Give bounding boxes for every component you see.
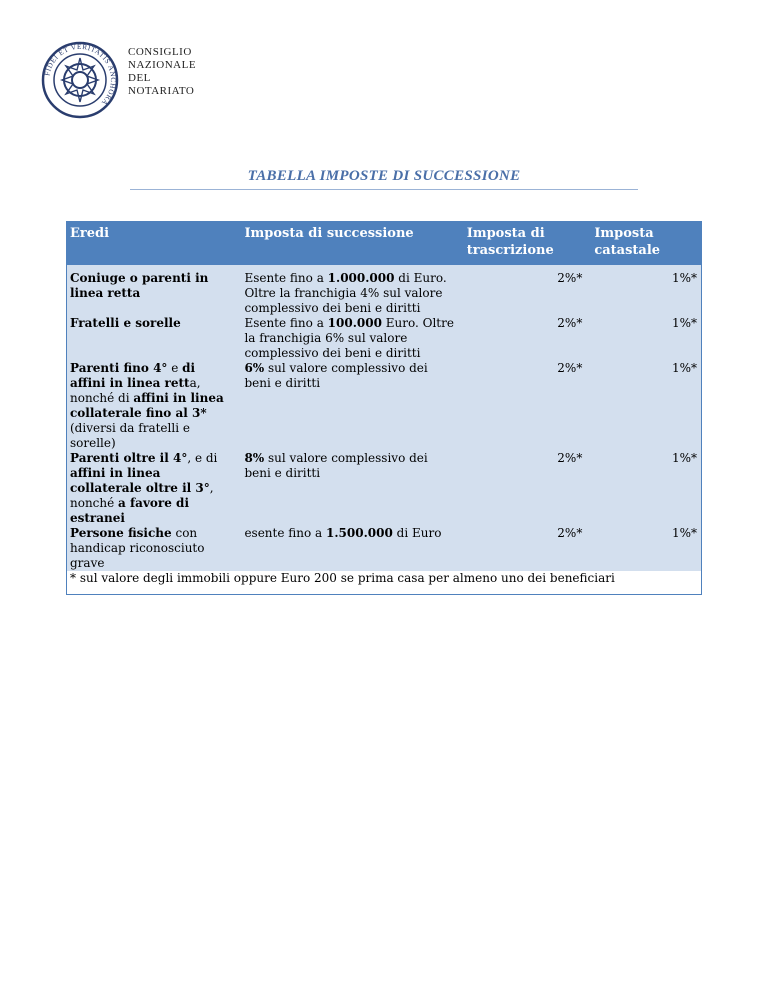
cell-imposta-successione: Esente fino a 100.000 Euro. Oltre la franchigia 6% sul valore complessivo dei beni e diritti (244, 316, 454, 360)
cell-eredi: Persone fisiche con handicap riconosciuto grave (70, 526, 205, 570)
tax-table (66, 221, 702, 595)
cell-imposta-catastale: 1%* (671, 316, 697, 330)
cell-imposta-successione: 6% sul valore complessivo dei beni e diritti (244, 361, 428, 390)
cell-imposta-trascrizione: 2%* (557, 526, 583, 540)
cell-imposta-catastale: 1%* (671, 526, 697, 540)
table-row (67, 451, 701, 526)
cell-eredi: Fratelli e sorelle (70, 316, 181, 330)
org-line: NOTARIATO (128, 85, 195, 97)
title-rule (130, 189, 638, 190)
header-imposta-trascrizione: Imposta di trascrizione (466, 226, 554, 258)
cell-imposta-successione: esente fino a 1.500.000 di Euro (244, 526, 442, 540)
cell-imposta-trascrizione: 2%* (557, 316, 583, 330)
cell-eredi: Coniuge o parenti in linea retta (70, 271, 209, 300)
org-line: CONSIGLIO (128, 46, 192, 58)
table-row (67, 526, 701, 571)
header-imposta-catastale: Imposta catastale (594, 226, 661, 258)
table-row (67, 271, 701, 316)
table-row (67, 316, 701, 361)
table-footnote: * sul valore degli immobili oppure Euro 200 se prima casa per almeno uno dei beneficiari (67, 571, 701, 594)
cell-imposta-trascrizione: 2%* (557, 451, 583, 465)
cell-imposta-trascrizione: 2%* (557, 361, 583, 375)
cell-imposta-successione: Esente fino a 1.000.000 di Euro. Oltre la franchigia 4% sul valore complessivo dei beni e diritti (244, 271, 447, 315)
document-title: TABELLA IMPOSTE DI SUCCESSIONE (247, 168, 521, 184)
cell-imposta-successione: 8% sul valore complessivo dei beni e diritti (244, 451, 428, 480)
organization-name (128, 46, 196, 98)
cell-eredi: Parenti oltre il 4°, e di affini in linea collaterale oltre il 3°, nonché a favore di estranei (70, 451, 218, 525)
cell-eredi: Parenti fino 4° e di affini in linea retta, nonché di affini in linea collaterale fino al 3* (diversi da fratelli e sorelle) (70, 361, 224, 450)
cell-imposta-catastale: 1%* (671, 451, 697, 465)
seal-text: FIDEI ET VERITATIS ANCHORA (43, 42, 118, 107)
cell-imposta-catastale: 1%* (671, 361, 697, 375)
cell-imposta-trascrizione: 2%* (557, 271, 583, 285)
header-imposta-successione: Imposta di successione (244, 226, 414, 241)
cell-imposta-catastale: 1%* (671, 271, 697, 285)
header-eredi: Eredi (70, 226, 110, 241)
table-row (67, 361, 701, 451)
notariato-seal-logo (40, 40, 120, 120)
org-line: DEL (128, 72, 151, 84)
table-header-row (67, 222, 701, 265)
org-line: NAZIONALE (128, 59, 197, 71)
